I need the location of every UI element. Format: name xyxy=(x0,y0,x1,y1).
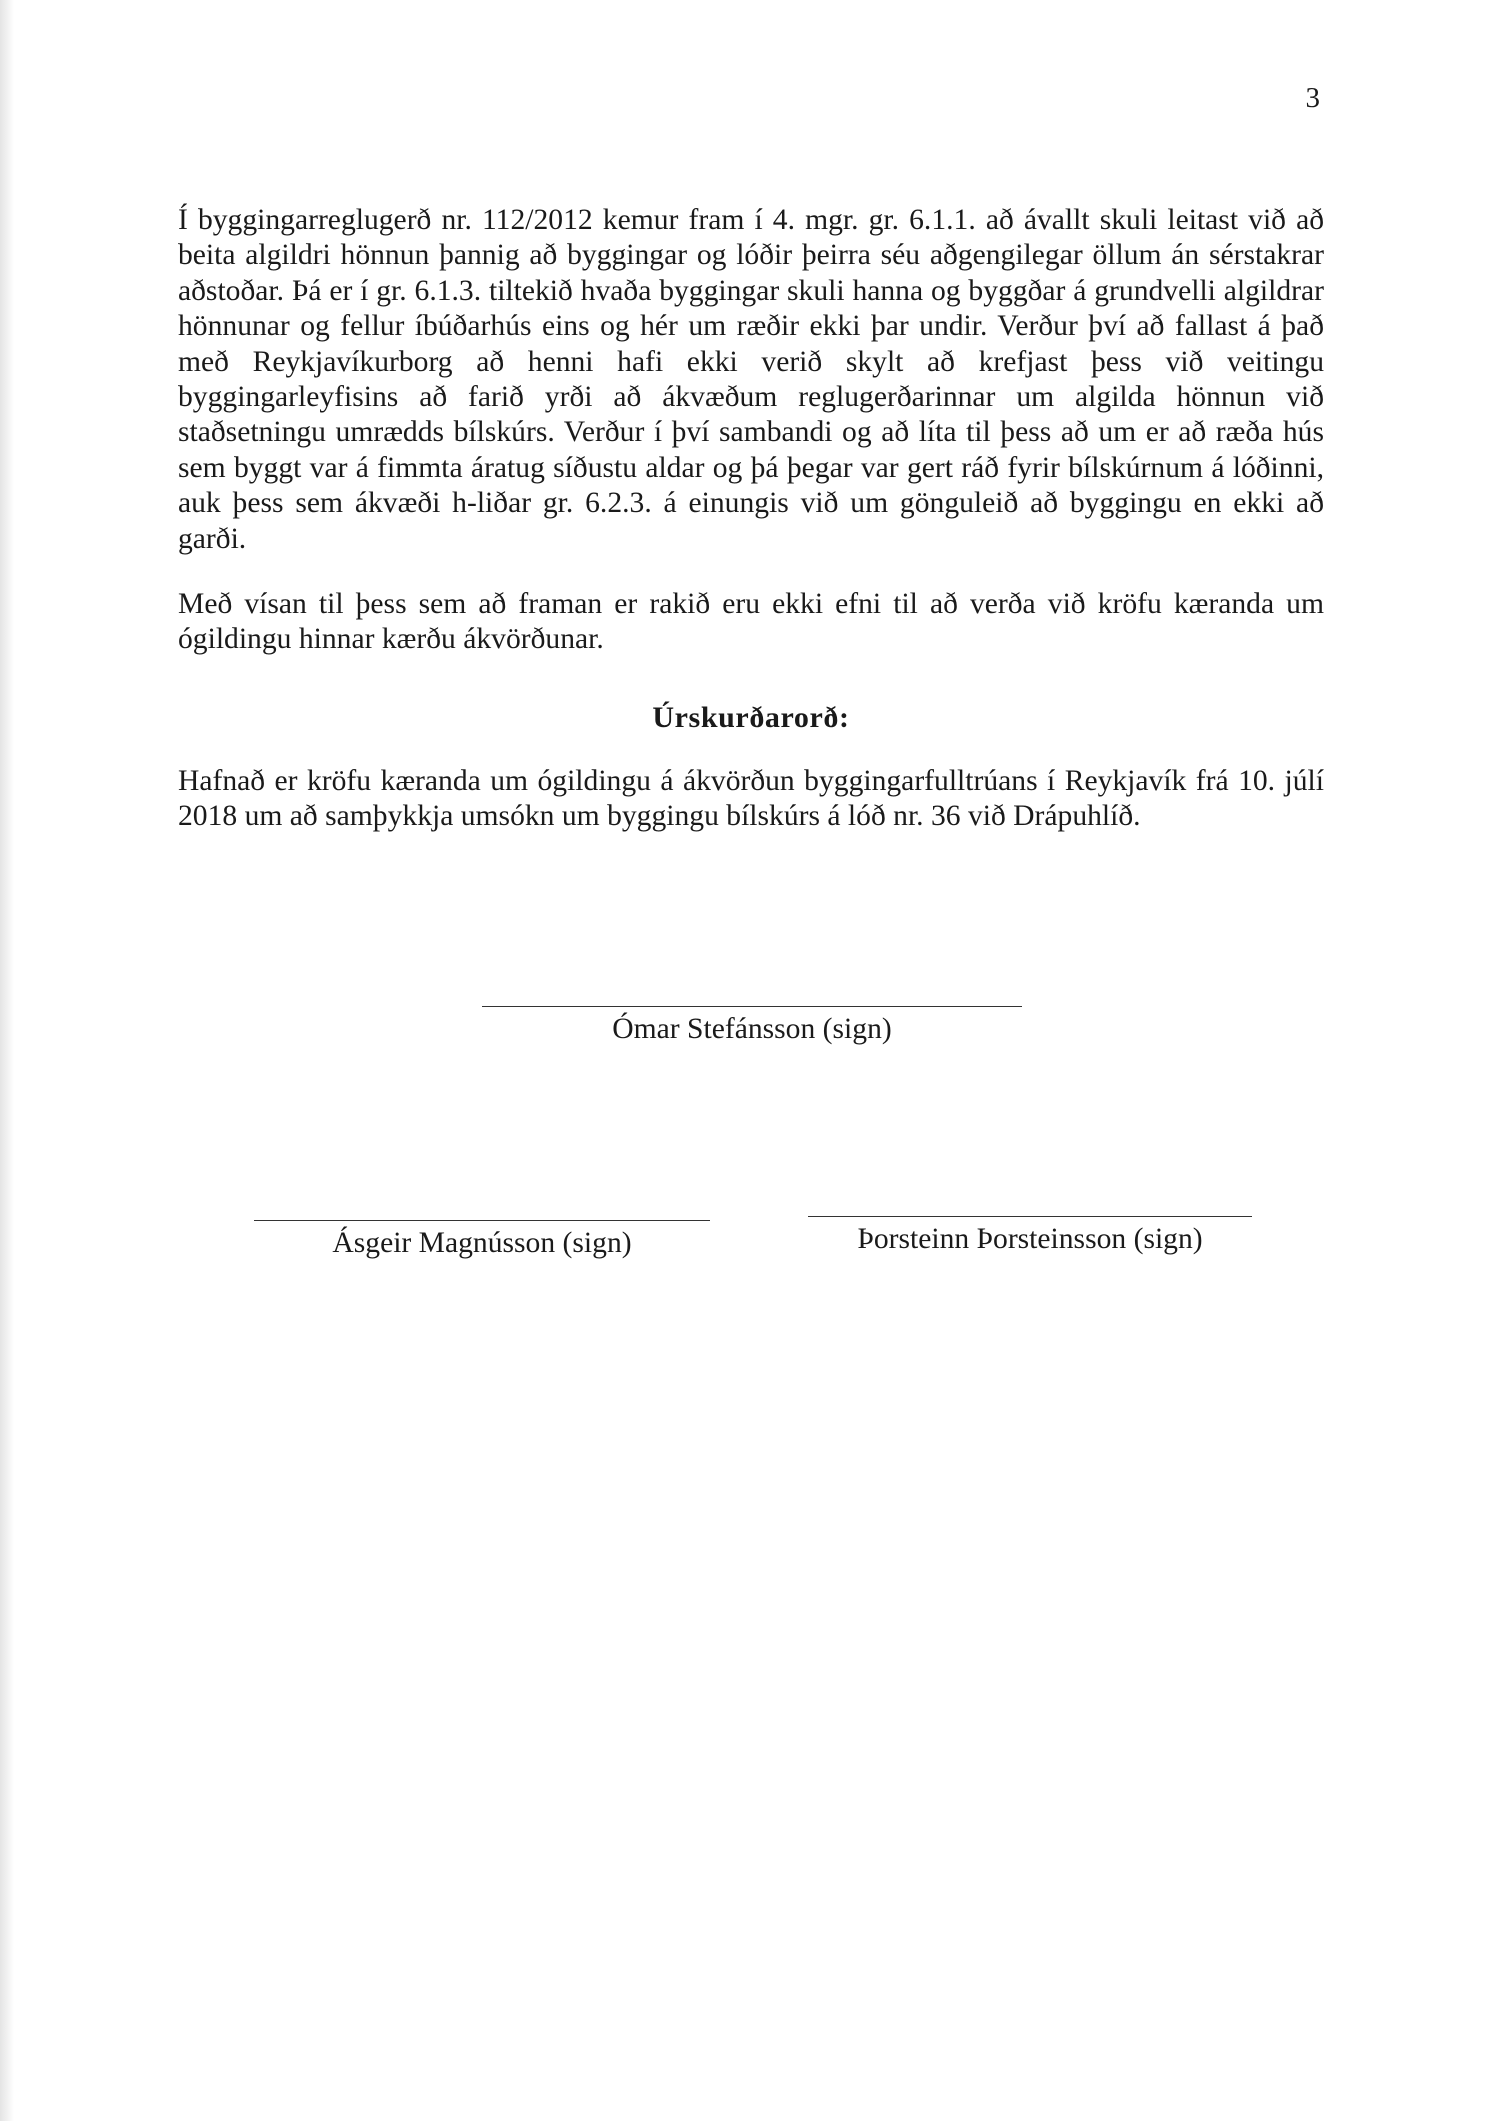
signature-line xyxy=(482,1006,1022,1007)
ruling-heading: Úrskurðarorð: xyxy=(652,701,850,734)
signature-name-third: Þorsteinn Þorsteinsson (sign) xyxy=(857,1223,1203,1255)
page-number: 3 xyxy=(1305,82,1320,114)
signature-block-second xyxy=(254,1220,710,1261)
signature-block-third xyxy=(808,1216,1252,1257)
signature-line xyxy=(254,1220,710,1221)
signature-name-first: Ómar Stefánsson (sign) xyxy=(612,1013,892,1045)
signature-line xyxy=(808,1216,1252,1217)
signature-name-second: Ásgeir Magnússon (sign) xyxy=(332,1227,632,1259)
scan-edge-shadow xyxy=(0,0,14,2121)
paragraph-ruling: Hafnað er kröfu kæranda um ógildingu á ákvörðun byggingarfulltrúans í Reykjavík frá 10. júlí 2018 um að samþykkja umsókn um byggingu bílskúrs á lóð nr. 36 við Drápuhlíð. xyxy=(178,765,1324,833)
signature-block-first xyxy=(482,1006,1022,1047)
paragraph-building-regulation: Í byggingarreglugerð nr. 112/2012 kemur fram í 4. mgr. gr. 6.1.1. að ávallt skuli leitast við að beita algildri hönnun þannig að byggingar og lóðir þeirra séu aðgengilegar öllum án sérstakrar aðstoðar. Þá er í gr. 6.1.3. tiltekið hvaða byggingar skuli hanna og byggðar á grundvelli algildrar hönnunar og fellur íbúðarhús eins og hér um ræðir ekki þar undir. Verður því að fallast á það með Reykjavíkurborg að henni hafi ekki verið skylt að krefjast þess við veitingu byggingarleyfisins að farið yrði að ákvæðum reglugerðarinnar um algilda hönnun við staðsetningu umrædds bílskúrs. Verður í því sambandi og að líta til þess að um er að ræða hús sem byggt var á fimmta áratug síðustu aldar og þá þegar var gert ráð fyrir bílskúrnum á lóðinni, auk þess sem ákvæði h-liðar gr. 6.2.3. á einungis við um gönguleið að byggingu en ekki að garði. xyxy=(178,204,1324,555)
paragraph-conclusion: Með vísan til þess sem að framan er rakið eru ekki efni til að verða við kröfu kæranda um ógildingu hinnar kærðu ákvörðunar. xyxy=(178,588,1324,656)
